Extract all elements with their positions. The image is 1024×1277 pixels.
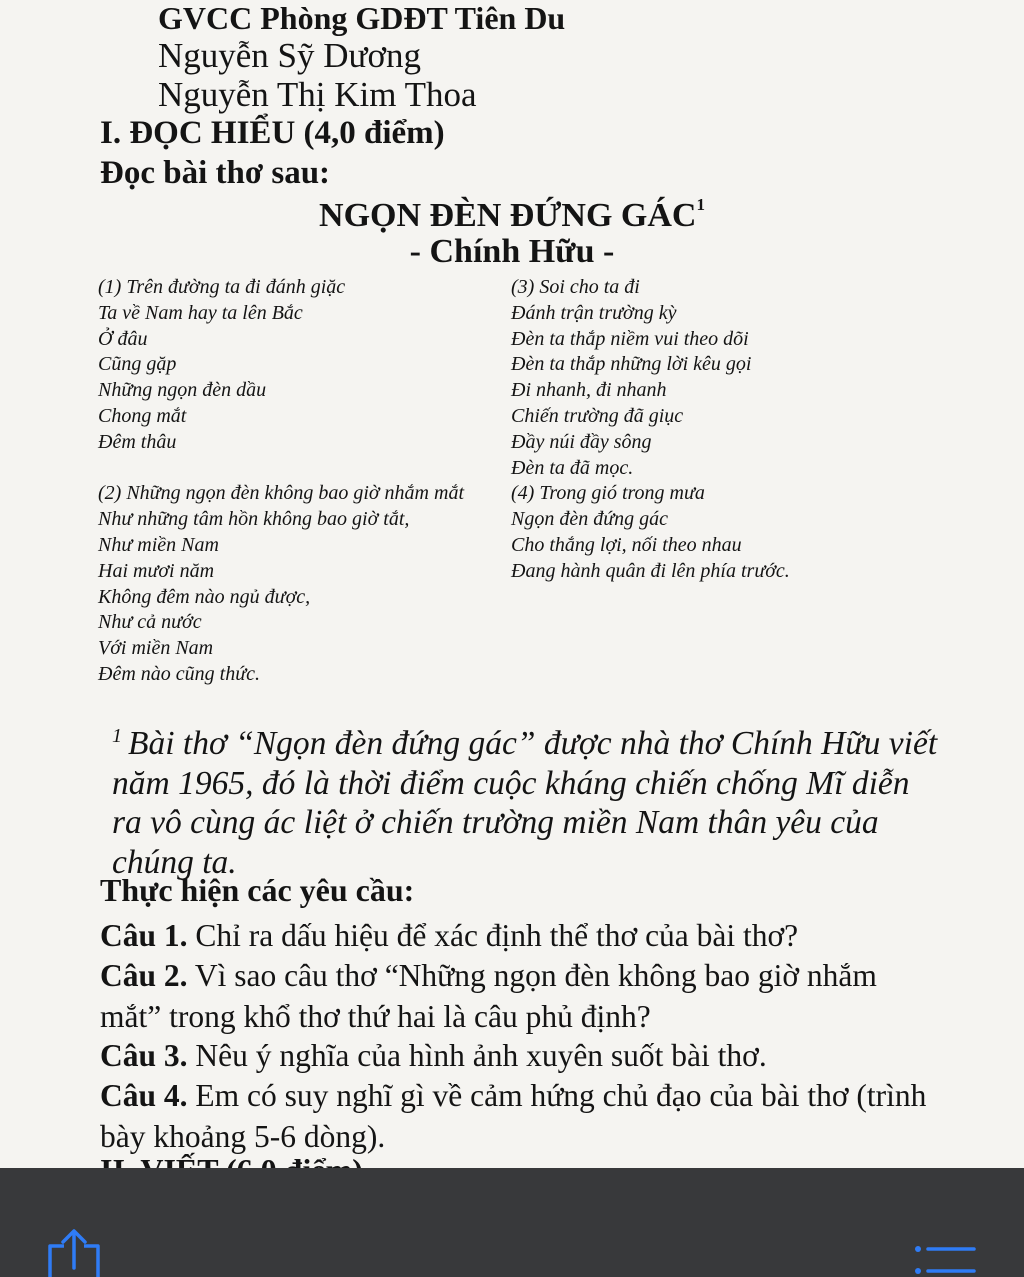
question-3 bbox=[100, 1035, 940, 1076]
question-text: Nêu ý nghĩa của hình ảnh xuyên suốt bài thơ. bbox=[187, 1038, 767, 1073]
question-label: Câu 4. bbox=[100, 1078, 188, 1113]
poem-title bbox=[0, 195, 1024, 235]
question-1 bbox=[100, 915, 940, 956]
question-4 bbox=[100, 1075, 940, 1157]
question-label: Câu 2. bbox=[100, 958, 188, 993]
poem-left-line: Đêm nào cũng thức. bbox=[98, 662, 260, 685]
poem-left-line: Chong mắt bbox=[98, 404, 187, 427]
poem-left-line: Với miền Nam bbox=[98, 637, 214, 660]
poem-right-line: Đánh trận trường kỳ bbox=[511, 301, 677, 324]
poem-right-line: Ngọn đèn đứng gác bbox=[511, 508, 669, 531]
poem-right-line: Chiến trường đã giục bbox=[511, 404, 684, 427]
poem-title-footnote-mark: 1 bbox=[696, 195, 705, 214]
poem-left-column bbox=[98, 275, 464, 688]
question-label: Câu 3. bbox=[100, 1038, 188, 1073]
question-label: Câu 1. bbox=[100, 918, 188, 953]
poem-left-line bbox=[98, 456, 464, 482]
poem-right-line: Đi nhanh, đi nhanh bbox=[511, 379, 667, 402]
poem-right-line: Đang hành quân đi lên phía trước. bbox=[511, 559, 790, 582]
poem-left-line: (1) Trên đường ta đi đánh giặc bbox=[98, 276, 346, 298]
author-line-2: Nguyễn Thị Kim Thoa bbox=[158, 75, 477, 114]
section-1-heading: I. ĐỌC HIỂU (4,0 điểm) bbox=[100, 115, 445, 151]
poem-right-line: (4) Trong gió trong mưa bbox=[511, 482, 705, 505]
author-line-1: Nguyễn Sỹ Dương bbox=[158, 36, 422, 75]
share-icon[interactable] bbox=[46, 1228, 102, 1277]
school-line: GVCC Phòng GDĐT Tiên Du bbox=[158, 0, 566, 36]
poem-left-line: Ở đâu bbox=[98, 327, 148, 350]
poem-author: - Chính Hữu - bbox=[409, 233, 615, 270]
poem-left-line: Như miền Nam bbox=[98, 533, 219, 556]
poem-left-line: Không đêm nào ngủ được, bbox=[98, 585, 311, 608]
footnote-mark: 1 bbox=[112, 725, 122, 747]
question-text: Vì sao câu thơ “Những ngọn đèn không bao giờ nhắm mắt” trong khổ thơ thứ hai là câu phủ định? bbox=[100, 958, 877, 1034]
poem-left-line: Những ngọn đèn dầu bbox=[98, 379, 267, 402]
poem-left-line: Cũng gặp bbox=[98, 353, 177, 376]
poem-left-line: Như những tâm hồn không bao giờ tắt, bbox=[98, 508, 410, 531]
poem-right-line: Cho thắng lợi, nối theo nhau bbox=[511, 533, 742, 556]
poem-right-line: Đèn ta thắp những lời kêu gọi bbox=[511, 353, 752, 376]
poem-right-line: (3) Soi cho ta đi bbox=[511, 276, 640, 298]
bottom-toolbar bbox=[0, 1168, 1024, 1277]
poem-left-line: Ta về Nam hay ta lên Bắc bbox=[98, 301, 303, 324]
footnote bbox=[112, 717, 942, 882]
poem-title-text: NGỌN ĐÈN ĐỨNG GÁC bbox=[319, 197, 697, 234]
poem-right-line: Đèn ta thắp niềm vui theo dõi bbox=[511, 327, 749, 350]
poem-right-line: Đầy núi đầy sông bbox=[511, 430, 652, 453]
question-text: Chỉ ra dấu hiệu để xác định thể thơ của bài thơ? bbox=[187, 918, 799, 953]
poem-right-column bbox=[511, 275, 790, 585]
reading-instruction: Đọc bài thơ sau: bbox=[100, 155, 331, 191]
footnote-text: Bài thơ “Ngọn đèn đứng gác” được nhà thơ Chính Hữu viết năm 1965, đó là thời điểm cuộc kháng chiến chống Mĩ diễn ra vô cùng ác liệt ở chiến trường miền Nam thân yêu của chúng ta. bbox=[112, 725, 938, 881]
poem-left-line: (2) Những ngọn đèn không bao giờ nhắm mắt bbox=[98, 482, 464, 505]
poem-left-line: Như cả nước bbox=[98, 611, 202, 634]
question-text: Em có suy nghĩ gì về cảm hứng chủ đạo của bài thơ (trình bày khoảng 5-6 dòng). bbox=[100, 1078, 927, 1154]
poem-left-line: Hai mươi năm bbox=[98, 559, 215, 582]
poem-right-line: Đèn ta đã mọc. bbox=[511, 456, 634, 479]
poem-left-line: Đêm thâu bbox=[98, 430, 177, 453]
tasks-heading: Thực hiện các yêu cầu: bbox=[100, 872, 415, 908]
question-2 bbox=[100, 955, 940, 1037]
list-icon[interactable] bbox=[914, 1246, 976, 1277]
